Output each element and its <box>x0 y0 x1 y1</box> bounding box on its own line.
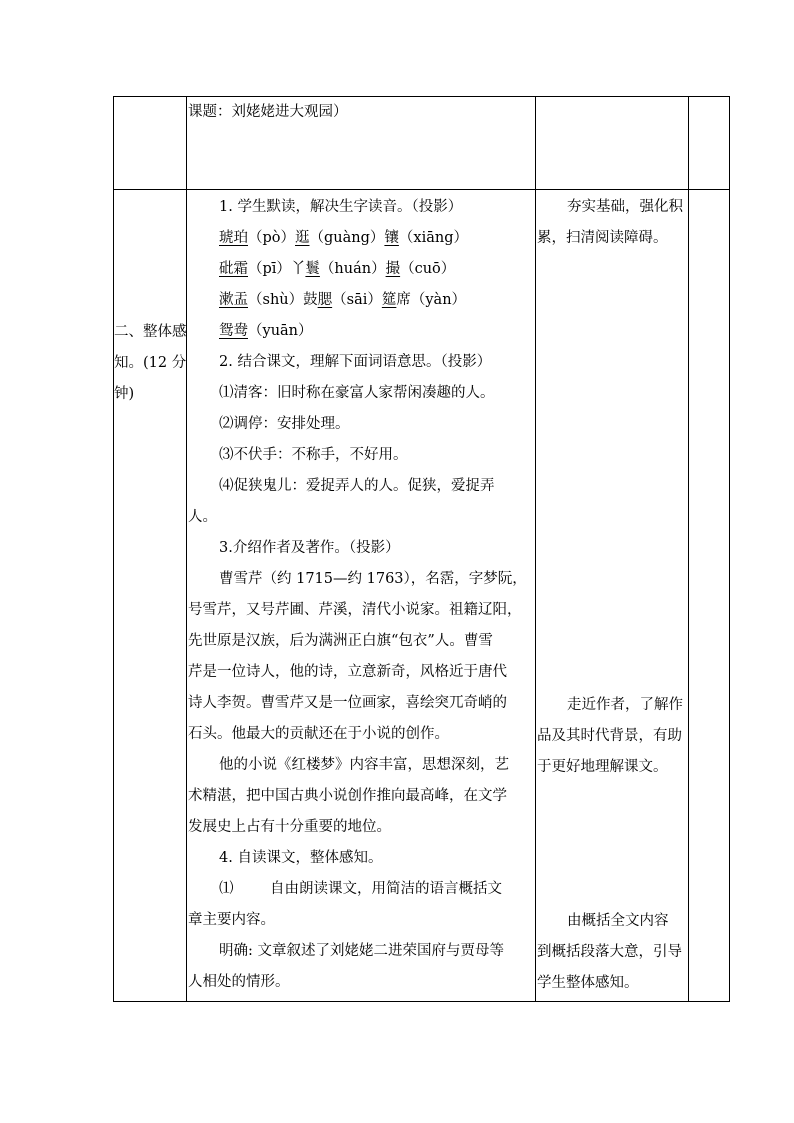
section-label-line-3: 钟) <box>114 386 135 402</box>
vocab-word: 筵 <box>381 292 397 308</box>
vocab-pinyin: （sāi） <box>332 292 382 308</box>
novel-line-3: 发展史上占有十分重要的地位。 <box>188 819 391 835</box>
definition-4-line-2: 人。 <box>188 509 217 525</box>
definition-4-line-1: ⑷促狭鬼儿：爱捉弄人的人。促狭，爱捉弄 <box>219 478 495 494</box>
vocab-word: 鬟 <box>305 261 320 277</box>
novel-line-1: 他的小说《红楼梦》内容丰富，思想深刻，艺 <box>219 757 509 773</box>
vocab-prefix: 丫 <box>290 261 306 277</box>
step-2-title: 2. 结合课文，理解下面词语意思。（投影） <box>219 354 492 370</box>
purpose-3-line-1: 由概括全文内容 <box>567 913 669 929</box>
vocab-word: 砒霜 <box>219 261 248 277</box>
section-label-line-1: 二、整体感 <box>114 324 187 340</box>
author-line-1: 曹雪芹（约 1715—约 1763），名霑，字梦阮， <box>219 571 527 587</box>
pinyin-row-1 <box>219 223 468 254</box>
vocab-pinyin: （cuō） <box>400 261 456 277</box>
pinyin-row-2 <box>219 254 455 285</box>
purpose-2-line-3: 于更好地理解课文。 <box>537 759 668 775</box>
purpose-1-line-2: 累，扫清阅读障碍。 <box>537 230 668 246</box>
col-divider-3 <box>688 96 689 1002</box>
purpose-3-line-2: 到概括段落大意，引导 <box>537 944 682 960</box>
step-4-title: 4. 自读课文，整体感知。 <box>219 850 383 866</box>
purpose-2-line-2: 品及其时代背景，有助 <box>537 728 682 744</box>
vocab-pinyin: （huán） <box>319 261 386 277</box>
vocab-word: 镶 <box>384 230 399 246</box>
vocab-word: 逛 <box>295 230 310 246</box>
author-line-4: 芹是一位诗人，他的诗，立意新奇，风格近于唐代 <box>188 664 507 680</box>
pinyin-row-4 <box>219 316 313 347</box>
col-divider-1 <box>186 96 187 1002</box>
step-4-sub-text: 自由朗读课文，用简洁的语言概括文 <box>270 881 502 897</box>
vocab-pinyin: （yàn） <box>410 292 467 308</box>
author-line-6: 石头。他最大的贡献还在于小说的创作。 <box>188 726 449 742</box>
row-divider <box>113 189 730 190</box>
vocab-suffix: 席 <box>396 292 411 308</box>
vocab-pinyin: （yuān） <box>248 323 313 339</box>
step-4-sub-line-2: 章主要内容。 <box>188 912 275 928</box>
author-line-2: 号雪芹，又号芹圃、芹溪，清代小说家。祖籍辽阳， <box>188 602 522 618</box>
author-line-5: 诗人李贺。曹雪芹又是一位画家，喜绘突兀奇峭的 <box>188 695 507 711</box>
definition-2: ⑵调停：安排处理。 <box>219 416 350 432</box>
vocab-pinyin: （pī） <box>248 261 291 277</box>
vocab-word: 撮 <box>385 261 401 277</box>
definition-1: ⑴清客：旧时称在豪富人家帮闲凑趣的人。 <box>219 385 495 401</box>
vocab-word: 漱盂 <box>219 292 248 308</box>
purpose-3-line-3: 学生整体感知。 <box>537 975 639 991</box>
pinyin-row-3 <box>219 285 466 316</box>
step-4-sub-number: ⑴ <box>219 881 234 897</box>
col-divider-2 <box>535 96 536 1002</box>
purpose-2-line-1: 走近作者，了解作 <box>567 697 683 713</box>
vocab-word: 琥珀 <box>219 230 248 246</box>
section-label-line-2: 知。(12 分 <box>114 355 187 371</box>
definition-3: ⑶不伏手：不称手，不好用。 <box>219 447 408 463</box>
vocab-pinyin: （shù） <box>248 292 304 308</box>
vocab-word: 腮 <box>317 292 333 308</box>
step-3-title: 3.介绍作者及著作。（投影） <box>219 540 400 556</box>
vocab-pinyin: （guàng） <box>309 230 385 246</box>
vocab-prefix: 鼓 <box>303 292 318 308</box>
vocab-pinyin: （pò） <box>248 230 296 246</box>
vocab-word: 鸳鸯 <box>219 323 248 339</box>
step-1-title: 1. 学生默读，解决生字读音。（投影） <box>219 199 463 215</box>
purpose-1-line-1: 夯实基础，强化积 <box>567 199 683 215</box>
answer-line-2: 人相处的情形。 <box>188 974 290 990</box>
novel-line-2: 术精湛，把中国古典小说创作推向最高峰，在文学 <box>188 788 507 804</box>
lesson-topic: 课题：刘姥姥进大观园） <box>188 104 348 120</box>
answer-line-1: 明确: 文章叙述了刘姥姥二进荣国府与贾母等 <box>219 943 504 959</box>
vocab-pinyin: （xiāng） <box>398 230 468 246</box>
author-line-3: 先世原是汉族，后为满洲正白旗“包衣”人。曹雪 <box>188 633 493 649</box>
